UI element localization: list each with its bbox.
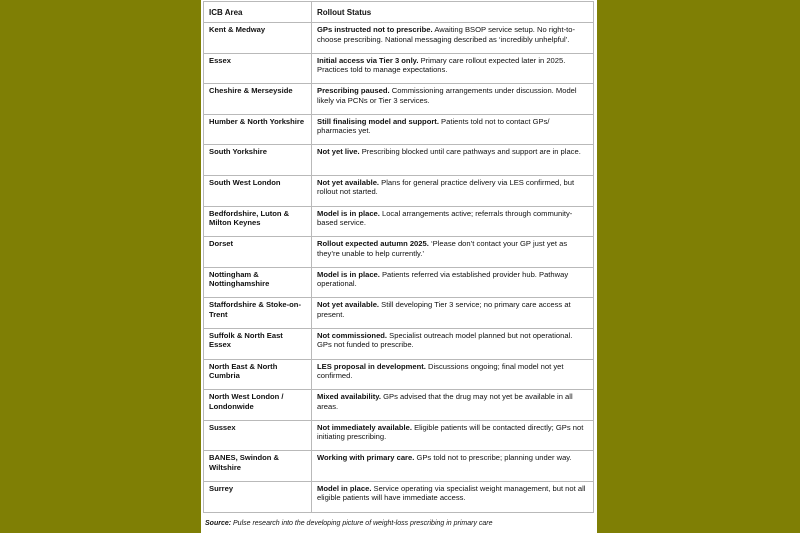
icb-area-cell: Suffolk & North East Essex [204, 328, 312, 359]
status-detail-text: Prescribing blocked until care pathways and support are in place. [359, 147, 581, 157]
icb-area-cell: BANES, Swindon & Wiltshire [204, 451, 312, 482]
rollout-status-cell [312, 237, 594, 268]
rollout-status-cell [312, 206, 594, 237]
icb-area-cell: Sussex [204, 420, 312, 451]
rollout-status-cell [312, 328, 594, 359]
source-label: Source: [205, 520, 232, 527]
rollout-status-cell [312, 420, 594, 451]
table-row [204, 481, 594, 512]
icb-area-cell: North East & North Cumbria [204, 359, 312, 390]
status-lead-text: GPs instructed not to prescribe. [317, 25, 433, 34]
table-panel [201, 0, 597, 533]
status-detail-text: GPs advised that the drug may not yet be available in all areas. [317, 392, 573, 411]
table-row [204, 145, 594, 176]
icb-rollout-table [203, 1, 594, 513]
table-row [204, 206, 594, 237]
table-row [204, 451, 594, 482]
rollout-status-cell [312, 298, 594, 329]
header-icb-area: ICB Area [204, 2, 312, 23]
status-detail-text: Patients referred via established provider hub. Pathway operational. [317, 269, 569, 289]
status-detail-text: Specialist outreach model planned but not operational. GPs not funded to prescribe. [317, 330, 573, 350]
status-lead-text: Not immediately available. [317, 422, 412, 432]
status-lead-text: Model is in place. [317, 269, 380, 279]
status-detail-text: GPs told not to prescribe; planning under way. [414, 453, 572, 463]
table-row [204, 267, 594, 298]
rollout-status-cell [312, 114, 594, 145]
rollout-status-cell [312, 84, 594, 115]
status-lead-text: Rollout expected autumn 2025. [317, 239, 429, 249]
status-lead-text: Model in place. [317, 483, 372, 493]
rollout-status-cell [312, 481, 594, 512]
status-lead-text: Initial access via Tier 3 only. [317, 55, 419, 65]
icb-area-cell: Staffordshire & Stoke-on-Trent [204, 298, 312, 329]
rollout-status-cell [312, 359, 594, 390]
rollout-status-cell [312, 23, 594, 54]
status-detail-text: Eligible patients will be contacted directly; GPs not initiating prescribing. [317, 422, 584, 442]
status-detail-text: Plans for general practice delivery via LES confirmed, but rollout not started. [317, 177, 575, 197]
rollout-status-cell [312, 175, 594, 206]
status-detail-text: Primary care rollout expected later in 2025. Practices told to manage expectations. [317, 55, 566, 75]
status-lead-text: Model is in place. [317, 208, 380, 218]
table-row [204, 114, 594, 145]
table-header-row [204, 2, 594, 23]
icb-area-cell: Essex [204, 53, 312, 84]
header-rollout-status: Rollout Status [312, 2, 594, 23]
icb-area-cell: Bedfordshire, Luton & Milton Keynes [204, 206, 312, 237]
status-lead-text: Not yet available. [317, 300, 380, 310]
status-lead-text: LES proposal in development. [317, 361, 426, 371]
table-row [204, 23, 594, 54]
status-lead-text: Not yet live. [317, 147, 360, 157]
status-lead-text: Prescribing paused. [317, 86, 390, 96]
table-row [204, 84, 594, 115]
table-row [204, 420, 594, 451]
table-row [204, 53, 594, 84]
status-detail-text: Discussions ongoing; final model not yet confirmed. [317, 361, 564, 381]
rollout-status-cell [312, 145, 594, 176]
icb-area-cell: Cheshire & Merseyside [204, 84, 312, 115]
icb-area-cell: South Yorkshire [204, 145, 312, 176]
icb-area-cell: Nottingham & Nottinghamshire [204, 267, 312, 298]
status-detail-text: Commissioning arrangements under discussion. Model likely via PCNs or Tier 3 services. [317, 86, 577, 105]
status-detail-text: Awaiting BSOP service setup. No right-to-choose prescribing. National messaging described as ‘incredibly unhelpful’. [317, 25, 576, 44]
status-lead-text: Working with primary care. [317, 453, 415, 463]
icb-area-cell: South West London [204, 175, 312, 206]
table-row [204, 359, 594, 390]
rollout-status-cell [312, 267, 594, 298]
rollout-status-cell [312, 390, 594, 421]
source-caption [205, 520, 493, 527]
table-row [204, 175, 594, 206]
table-row [204, 390, 594, 421]
icb-area-cell: Surrey [204, 481, 312, 512]
rollout-status-cell [312, 451, 594, 482]
icb-area-cell: North West London / Londonwide [204, 390, 312, 421]
icb-area-cell: Humber & North Yorkshire [204, 114, 312, 145]
rollout-status-cell [312, 53, 594, 84]
status-detail-text: Still developing Tier 3 service; no primary care access at present. [317, 300, 571, 319]
status-lead-text: Not commissioned. [317, 330, 388, 340]
table-row [204, 328, 594, 359]
source-text: Pulse research into the developing picture of weight-loss prescribing in primary care [231, 520, 493, 527]
icb-area-cell: Dorset [204, 237, 312, 268]
status-lead-text: Still finalising model and support. [317, 116, 439, 126]
status-detail-text: Local arrangements active; referrals through community-based service. [317, 208, 573, 228]
table-row [204, 237, 594, 268]
table-row [204, 298, 594, 329]
status-detail-text: Service operating via specialist weight management, but not all eligible patients will have immediate access. [317, 483, 586, 503]
status-detail-text: ‘Please don’t contact your GP just yet as they’re unable to help currently.’ [317, 239, 568, 258]
status-lead-text: Not yet available. [317, 177, 380, 187]
icb-area-cell: Kent & Medway [204, 23, 312, 54]
status-detail-text: Patients told not to contact GPs/ pharmacies yet. [317, 116, 550, 136]
status-lead-text: Mixed availability. [317, 392, 382, 402]
